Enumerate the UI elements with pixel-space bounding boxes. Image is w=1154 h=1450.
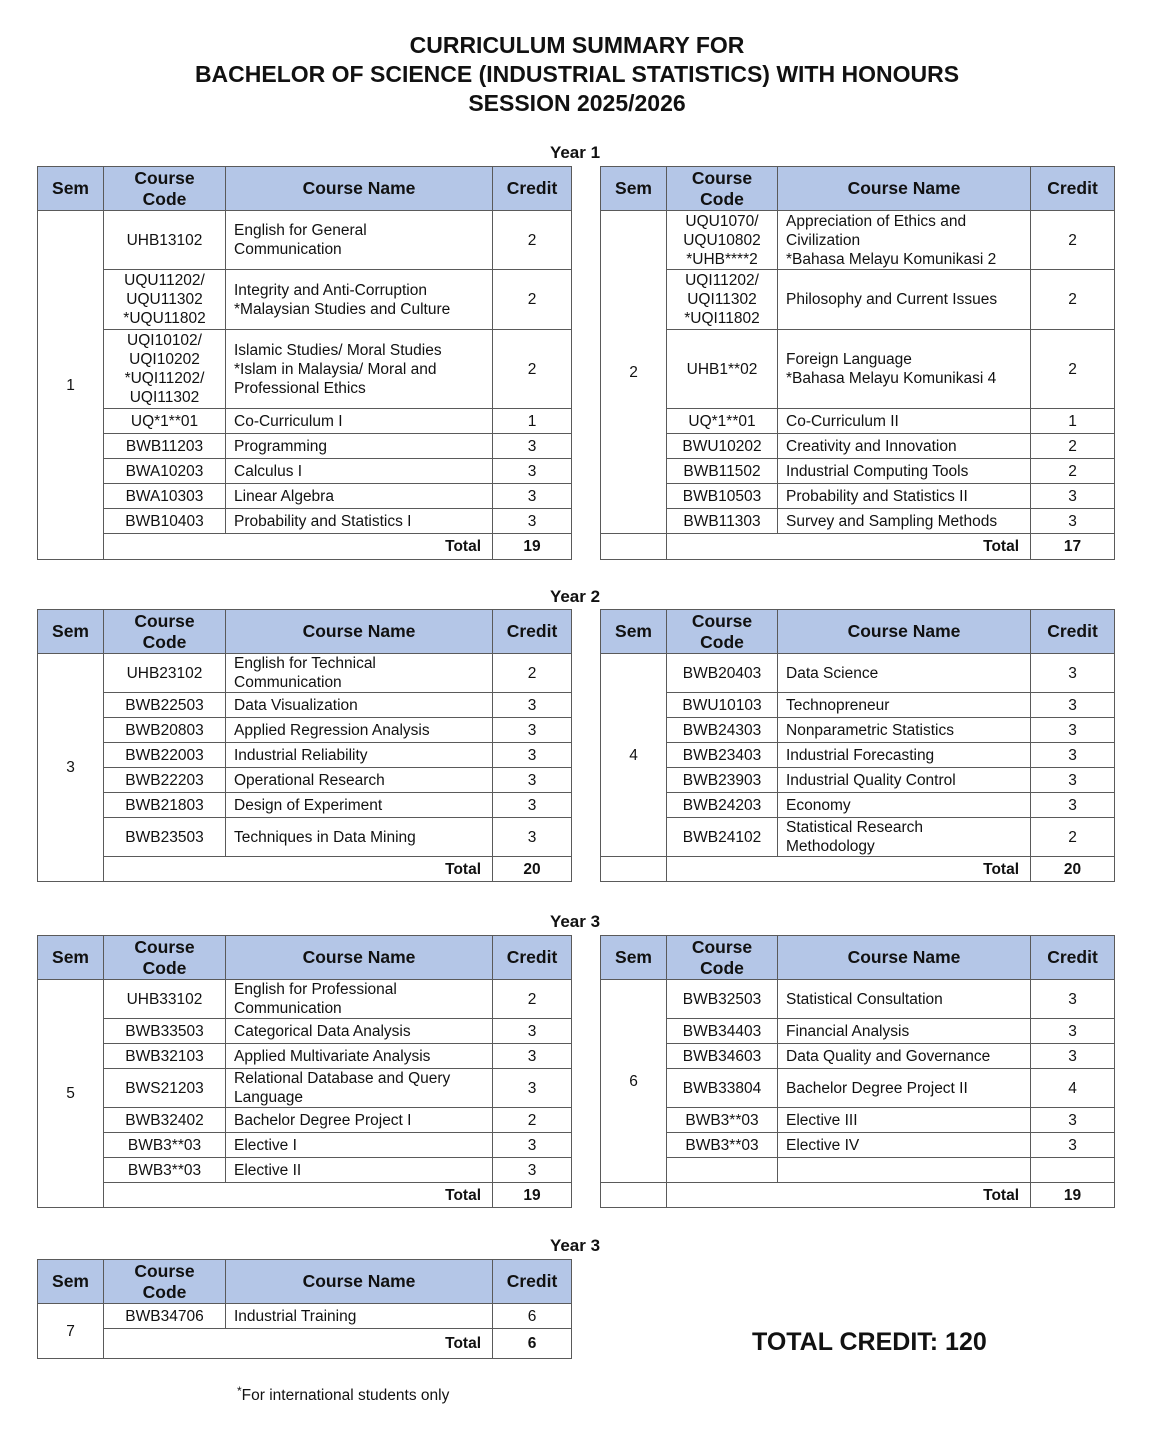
total-label: Total: [104, 1329, 493, 1359]
table-header-row: [601, 167, 1115, 211]
course-name: English for General Communication: [226, 211, 493, 270]
year-label: Year 3: [549, 912, 601, 931]
course-code: UQU1070/ UQU10802 *UHB****2: [667, 211, 778, 270]
empty-cell: [601, 1183, 667, 1208]
course-name: Bachelor Degree Project II: [778, 1069, 1031, 1108]
course-credit: 3: [493, 1158, 572, 1183]
table-header-row: [601, 610, 1115, 654]
course-credit: 2: [493, 211, 572, 270]
header-course-name: Course Name: [226, 167, 493, 211]
semester-total-credit: 19: [493, 534, 572, 560]
course-code: BWB20403: [667, 654, 778, 693]
course-name: Data Quality and Governance: [778, 1044, 1031, 1069]
table-header-row: [38, 167, 572, 211]
course-credit: 2: [493, 980, 572, 1019]
header-course-code: Course Code: [104, 167, 226, 211]
course-code: UQI10102/ UQI10202 *UQI11202/ UQI11302: [104, 330, 226, 409]
header-sem: Sem: [38, 936, 104, 980]
header-sem: Sem: [601, 610, 667, 654]
course-credit: 1: [1031, 409, 1115, 434]
header-credit: Credit: [493, 1260, 572, 1304]
course-name: Industrial Quality Control: [778, 768, 1031, 793]
course-code: BWB3**03: [667, 1108, 778, 1133]
year-label: Year 1: [549, 143, 601, 162]
course-row: [601, 693, 1115, 718]
semester-total-credit: 6: [493, 1329, 572, 1359]
course-name: Applied Multivariate Analysis: [226, 1044, 493, 1069]
footnote-mark: *: [237, 1384, 242, 1398]
semester-table: [37, 609, 572, 882]
total-label: Total: [104, 1183, 493, 1208]
course-row: [601, 1108, 1115, 1133]
course-row: [38, 743, 572, 768]
course-row: [38, 459, 572, 484]
header-sem: Sem: [38, 167, 104, 211]
course-row: [38, 718, 572, 743]
course-name: Islamic Studies/ Moral Studies *Islam in Malaysia/ Moral and Professional Ethics: [226, 330, 493, 409]
course-name: Elective I: [226, 1133, 493, 1158]
course-name: Nonparametric Statistics: [778, 718, 1031, 743]
course-credit: 2: [493, 330, 572, 409]
course-row: [601, 768, 1115, 793]
course-credit: 2: [1031, 270, 1115, 330]
course-row: [38, 434, 572, 459]
course-credit: 2: [493, 654, 572, 693]
semester-table: [600, 609, 1115, 882]
course-row: [601, 1158, 1115, 1183]
course-code: BWB11303: [667, 509, 778, 534]
course-name: Elective III: [778, 1108, 1031, 1133]
course-row: [38, 1019, 572, 1044]
course-credit: 2: [1031, 330, 1115, 409]
total-credit: TOTAL CREDIT: 120: [752, 1328, 987, 1356]
header-sem: Sem: [38, 1260, 104, 1304]
course-row: [601, 654, 1115, 693]
table-header-row: [601, 936, 1115, 980]
course-credit: 3: [1031, 768, 1115, 793]
course-name: Co-Curriculum II: [778, 409, 1031, 434]
course-credit: 1: [493, 409, 572, 434]
course-code: [667, 1158, 778, 1183]
course-code: BWB23503: [104, 818, 226, 857]
footnote-text: For international students only: [241, 1387, 450, 1404]
course-name: Economy: [778, 793, 1031, 818]
course-code: BWB11203: [104, 434, 226, 459]
course-code: BWB23403: [667, 743, 778, 768]
empty-cell: [601, 534, 667, 560]
course-code: BWB24303: [667, 718, 778, 743]
course-row: [601, 980, 1115, 1019]
course-row: [601, 509, 1115, 534]
course-name: [778, 1158, 1031, 1183]
course-credit: 3: [493, 743, 572, 768]
semester-table: [600, 166, 1115, 560]
course-row: [38, 768, 572, 793]
course-credit: 3: [1031, 1044, 1115, 1069]
header-course-code: Course Code: [667, 610, 778, 654]
course-row: [38, 654, 572, 693]
course-row: [601, 743, 1115, 768]
course-row: [38, 1304, 572, 1329]
course-row: [38, 980, 572, 1019]
course-row: [601, 434, 1115, 459]
course-credit: 3: [1031, 509, 1115, 534]
course-credit: 2: [493, 270, 572, 330]
semester-total-credit: 19: [493, 1183, 572, 1208]
course-code: BWU10202: [667, 434, 778, 459]
course-credit: 2: [1031, 818, 1115, 857]
total-row: [38, 1329, 572, 1359]
course-name: Statistical Consultation: [778, 980, 1031, 1019]
course-name: Techniques in Data Mining: [226, 818, 493, 857]
course-name: Linear Algebra: [226, 484, 493, 509]
course-name: Operational Research: [226, 768, 493, 793]
header-sem: Sem: [601, 936, 667, 980]
course-row: [38, 270, 572, 330]
semester-number: 7: [38, 1304, 104, 1359]
course-code: UHB23102: [104, 654, 226, 693]
course-code: BWB33503: [104, 1019, 226, 1044]
course-name: Industrial Computing Tools: [778, 459, 1031, 484]
course-code: BWB22503: [104, 693, 226, 718]
course-name: Data Science: [778, 654, 1031, 693]
table-header-row: [38, 936, 572, 980]
course-row: [601, 818, 1115, 857]
course-name: Industrial Forecasting: [778, 743, 1031, 768]
header-course-name: Course Name: [778, 610, 1031, 654]
total-row: [38, 534, 572, 560]
total-row: [38, 1183, 572, 1208]
document-title: [0, 31, 1154, 118]
header-credit: Credit: [1031, 167, 1115, 211]
course-name: Applied Regression Analysis: [226, 718, 493, 743]
course-name: Relational Database and Query Language: [226, 1069, 493, 1108]
title-line-3: SESSION 2025/2026: [468, 90, 686, 116]
course-row: [601, 1044, 1115, 1069]
course-name: Calculus I: [226, 459, 493, 484]
course-name: English for Professional Communication: [226, 980, 493, 1019]
semester-table: [600, 935, 1115, 1208]
course-credit: 3: [493, 509, 572, 534]
course-row: [601, 270, 1115, 330]
header-course-code: Course Code: [104, 1260, 226, 1304]
course-row: [38, 818, 572, 857]
total-label: Total: [667, 1183, 1031, 1208]
header-credit: Credit: [1031, 610, 1115, 654]
course-name: Categorical Data Analysis: [226, 1019, 493, 1044]
empty-cell: [601, 857, 667, 882]
course-code: BWB3**03: [104, 1158, 226, 1183]
table-header-row: [38, 1260, 572, 1304]
course-code: BWB10503: [667, 484, 778, 509]
course-row: [601, 1069, 1115, 1108]
course-credit: 3: [493, 793, 572, 818]
course-code: UQU11202/ UQU11302 *UQU11802: [104, 270, 226, 330]
total-label: Total: [667, 857, 1031, 882]
title-line-2: BACHELOR OF SCIENCE (INDUSTRIAL STATISTICS) WITH HONOURS: [194, 61, 960, 87]
header-course-name: Course Name: [226, 936, 493, 980]
course-credit: 3: [1031, 484, 1115, 509]
header-sem: Sem: [38, 610, 104, 654]
course-credit: 3: [1031, 743, 1115, 768]
header-credit: Credit: [493, 610, 572, 654]
course-code: BWB3**03: [667, 1133, 778, 1158]
course-credit: 3: [493, 459, 572, 484]
course-credit: 3: [1031, 980, 1115, 1019]
semester-total-credit: 20: [493, 857, 572, 882]
course-row: [601, 459, 1115, 484]
course-row: [38, 330, 572, 409]
total-label: Total: [667, 534, 1031, 560]
course-code: UHB33102: [104, 980, 226, 1019]
header-course-name: Course Name: [226, 610, 493, 654]
title-line-1: CURRICULUM SUMMARY FOR: [409, 32, 745, 58]
total-row: [601, 1183, 1115, 1208]
year-label: Year 3: [549, 1236, 601, 1255]
course-code: BWB10403: [104, 509, 226, 534]
course-code: BWB23903: [667, 768, 778, 793]
course-name: Probability and Statistics II: [778, 484, 1031, 509]
table-header-row: [38, 610, 572, 654]
course-row: [38, 1158, 572, 1183]
semester-number: 2: [601, 211, 667, 534]
course-credit: [1031, 1158, 1115, 1183]
course-name: Foreign Language *Bahasa Melayu Komunikasi 4: [778, 330, 1031, 409]
course-code: BWB34706: [104, 1304, 226, 1329]
course-name: Design of Experiment: [226, 793, 493, 818]
course-name: Bachelor Degree Project I: [226, 1108, 493, 1133]
header-course-name: Course Name: [226, 1260, 493, 1304]
semester-number: 5: [38, 980, 104, 1208]
course-code: BWB21803: [104, 793, 226, 818]
course-row: [601, 718, 1115, 743]
header-course-code: Course Code: [104, 936, 226, 980]
course-code: UQ*1**01: [667, 409, 778, 434]
course-code: UQI11202/ UQI11302 *UQI11802: [667, 270, 778, 330]
course-code: BWA10203: [104, 459, 226, 484]
semester-total-credit: 20: [1031, 857, 1115, 882]
header-course-code: Course Code: [667, 167, 778, 211]
course-code: BWB20803: [104, 718, 226, 743]
course-credit: 3: [493, 1069, 572, 1108]
course-code: UHB13102: [104, 211, 226, 270]
header-course-code: Course Code: [104, 610, 226, 654]
course-name: Appreciation of Ethics and Civilization *Bahasa Melayu Komunikasi 2: [778, 211, 1031, 270]
total-label: Total: [104, 534, 493, 560]
course-row: [38, 1108, 572, 1133]
semester-table: [37, 166, 572, 560]
course-credit: 2: [1031, 211, 1115, 270]
course-code: BWB24203: [667, 793, 778, 818]
course-code: BWB24102: [667, 818, 778, 857]
course-name: Industrial Reliability: [226, 743, 493, 768]
course-credit: 3: [493, 1044, 572, 1069]
header-credit: Credit: [493, 936, 572, 980]
course-code: UHB1**02: [667, 330, 778, 409]
footnote: [237, 1384, 449, 1405]
total-row: [601, 534, 1115, 560]
course-credit: 2: [493, 1108, 572, 1133]
course-name: English for Technical Communication: [226, 654, 493, 693]
course-code: BWA10303: [104, 484, 226, 509]
course-code: BWB11502: [667, 459, 778, 484]
course-credit: 3: [1031, 793, 1115, 818]
year-label: Year 2: [549, 587, 601, 606]
course-row: [38, 509, 572, 534]
course-code: BWB22203: [104, 768, 226, 793]
course-row: [601, 793, 1115, 818]
semester-total-credit: 19: [1031, 1183, 1115, 1208]
course-credit: 3: [493, 434, 572, 459]
course-name: Industrial Training: [226, 1304, 493, 1329]
course-name: Probability and Statistics I: [226, 509, 493, 534]
course-row: [38, 693, 572, 718]
course-row: [38, 1133, 572, 1158]
semester-table: [37, 1259, 572, 1359]
course-credit: 3: [1031, 654, 1115, 693]
course-name: Elective II: [226, 1158, 493, 1183]
course-credit: 3: [493, 718, 572, 743]
header-sem: Sem: [601, 167, 667, 211]
semester-table: [37, 935, 572, 1208]
course-credit: 4: [1031, 1069, 1115, 1108]
total-row: [601, 857, 1115, 882]
total-label: Total: [104, 857, 493, 882]
course-credit: 2: [1031, 434, 1115, 459]
course-row: [38, 1069, 572, 1108]
course-name: Financial Analysis: [778, 1019, 1031, 1044]
course-code: BWB34403: [667, 1019, 778, 1044]
course-name: Survey and Sampling Methods: [778, 509, 1031, 534]
course-code: BWS21203: [104, 1069, 226, 1108]
header-credit: Credit: [493, 167, 572, 211]
course-row: [38, 409, 572, 434]
semester-number: 4: [601, 654, 667, 857]
course-credit: 3: [1031, 1133, 1115, 1158]
course-row: [601, 409, 1115, 434]
header-course-name: Course Name: [778, 936, 1031, 980]
course-credit: 3: [493, 768, 572, 793]
course-credit: 3: [493, 1133, 572, 1158]
course-credit: 6: [493, 1304, 572, 1329]
course-name: Elective IV: [778, 1133, 1031, 1158]
course-code: BWU10103: [667, 693, 778, 718]
course-row: [38, 211, 572, 270]
course-code: UQ*1**01: [104, 409, 226, 434]
course-code: BWB34603: [667, 1044, 778, 1069]
course-code: BWB33804: [667, 1069, 778, 1108]
course-credit: 3: [1031, 718, 1115, 743]
course-code: BWB32402: [104, 1108, 226, 1133]
course-name: Integrity and Anti-Corruption *Malaysian Studies and Culture: [226, 270, 493, 330]
course-name: Philosophy and Current Issues: [778, 270, 1031, 330]
header-credit: Credit: [1031, 936, 1115, 980]
course-name: Technopreneur: [778, 693, 1031, 718]
course-name: Statistical Research Methodology: [778, 818, 1031, 857]
course-name: Co-Curriculum I: [226, 409, 493, 434]
header-course-name: Course Name: [778, 167, 1031, 211]
course-row: [38, 793, 572, 818]
course-credit: 3: [493, 693, 572, 718]
course-row: [38, 484, 572, 509]
course-credit: 3: [493, 1019, 572, 1044]
course-row: [601, 211, 1115, 270]
course-code: BWB3**03: [104, 1133, 226, 1158]
course-code: BWB22003: [104, 743, 226, 768]
course-credit: 3: [1031, 693, 1115, 718]
semester-number: 6: [601, 980, 667, 1183]
semester-number: 3: [38, 654, 104, 882]
course-credit: 3: [493, 818, 572, 857]
course-row: [38, 1044, 572, 1069]
course-row: [601, 484, 1115, 509]
total-row: [38, 857, 572, 882]
course-name: Data Visualization: [226, 693, 493, 718]
course-code: BWB32503: [667, 980, 778, 1019]
course-name: Programming: [226, 434, 493, 459]
course-row: [601, 1133, 1115, 1158]
course-credit: 3: [1031, 1019, 1115, 1044]
course-credit: 3: [493, 484, 572, 509]
semester-total-credit: 17: [1031, 534, 1115, 560]
course-row: [601, 330, 1115, 409]
course-code: BWB32103: [104, 1044, 226, 1069]
header-course-code: Course Code: [667, 936, 778, 980]
semester-number: 1: [38, 211, 104, 560]
course-row: [601, 1019, 1115, 1044]
course-credit: 2: [1031, 459, 1115, 484]
course-name: Creativity and Innovation: [778, 434, 1031, 459]
course-credit: 3: [1031, 1108, 1115, 1133]
